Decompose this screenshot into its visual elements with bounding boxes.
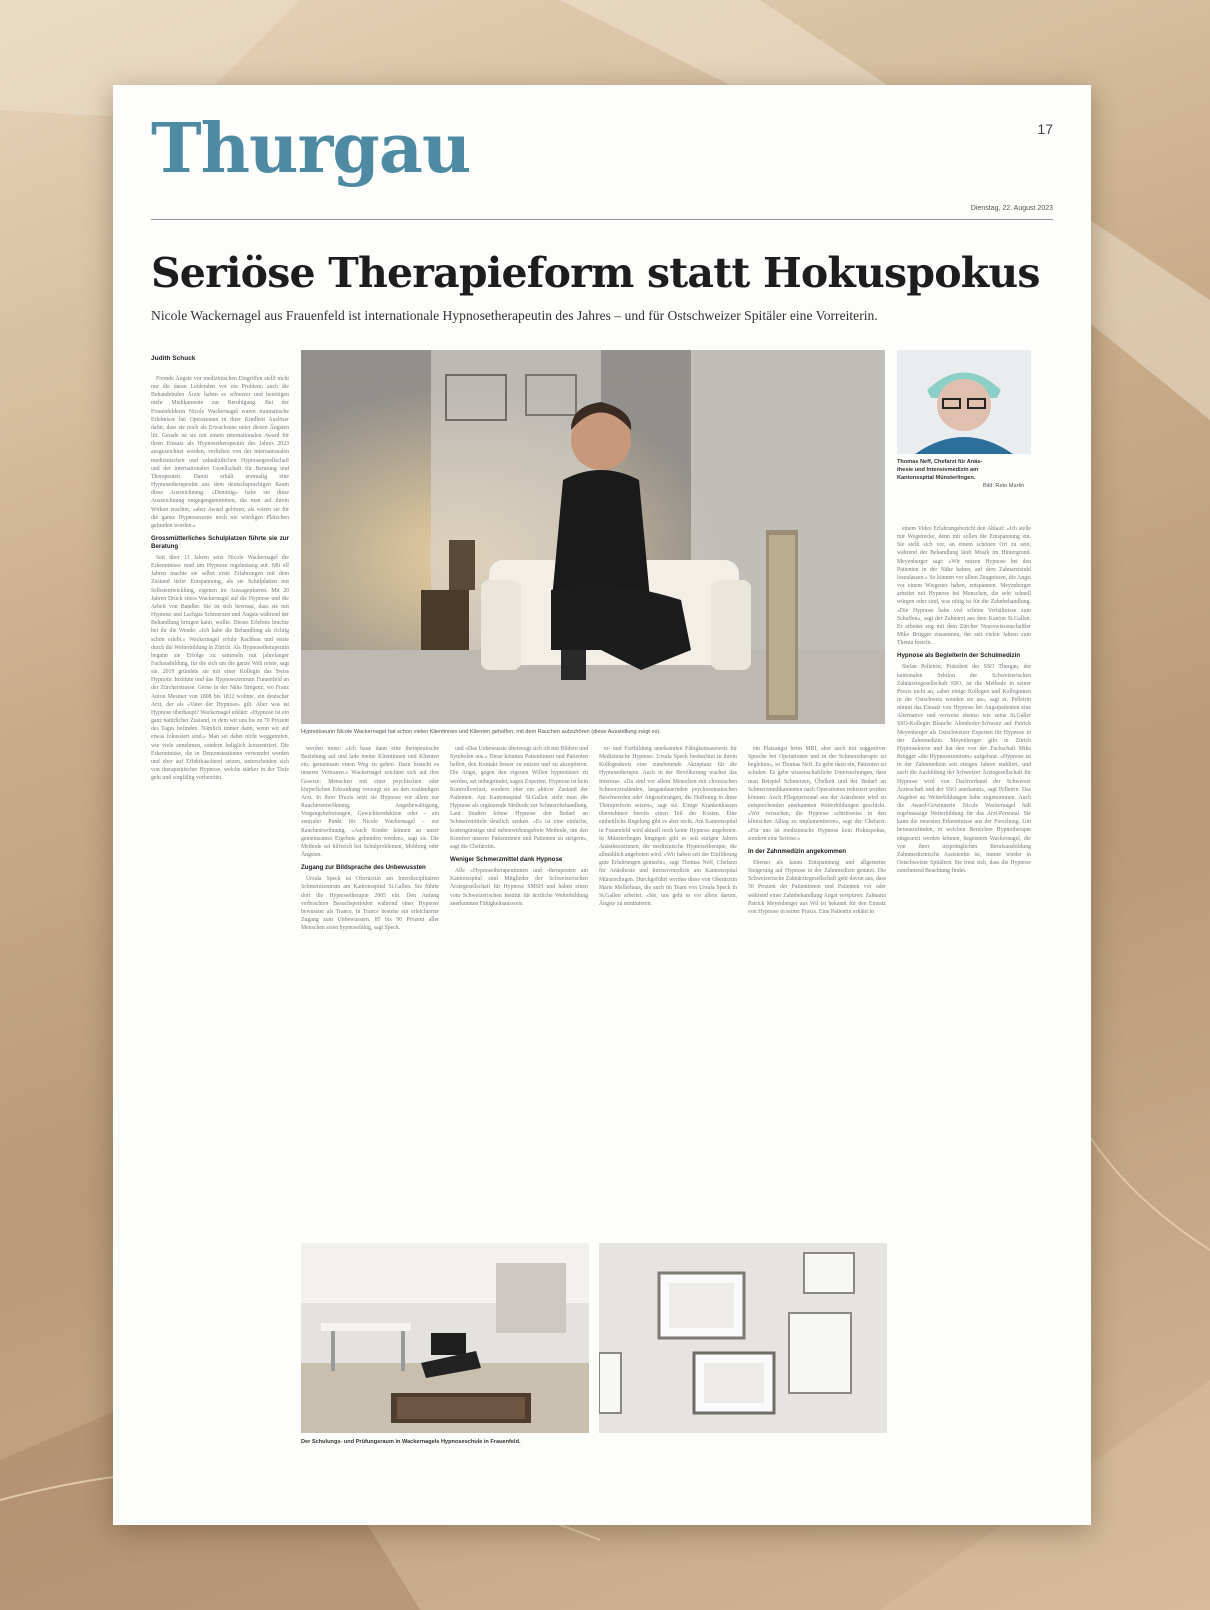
column-text: Ebenso als kaum Entspannung und allgemeine Steigerung auf Hypnose in der Zahnmedizin genutzt. Die Schweizerische Zahnärztegesellschaft geht davon aus, dass 50 Prozent der Patientinnen und Patienten vor oder während einer Zahnbehandlung Angst verspüren. Zahnarzt Patrick Meyenberger aus Wil ist bekannt für den Einsatz von Hypnose in seiner Praxis. Eine Patientin erklärt in: [748, 859, 886, 915]
subhead: In der Zahnmedizin angekommen: [748, 847, 846, 855]
newspaper-page: [113, 85, 1091, 1525]
column-text: er- und Fortbildung anerkannten Fähigkeitsausweis für Medizinische Hypnose. Ursula Speck beobachtet in ihrem Kollegenkreis eine zunehmende Akzeptanz für die Hypnosetherapie. Auch in der Bevölkerung wachse das Interesse. «Da sind vor allem Menschen mit chronischen Schmerzzuständen, langandauernden psychosomatischen Beschwerden oder Angststörungen, die Hoffnung in diese Therapieform setzen», sagt sie. Einige Krankenkassen übernehmen bereits einen Teil der Kosten. Eine einheitliche Regelung gibt es aber nicht. Am Kantonsspital in Frauenfeld wird aktuell noch keine Hypnose angeboten. In Münsterlingen hingegen gibt es seit einigen Jahren Anästhesistinnen, die medizinische Hypnosetherapie, die allmählich angeboten wird. «Wir haben seit der Einführung gute Erfahrungen gemacht», sagt Thomas Neff, Chefarzt für Anästhesie und Intensivmedizin am Kantonsspital Münsterlingen. Durchgeführt werden diese von Oberärztin Marie Mellerhaus, die auch im Team von Ursula Speck in St.Gallen arbeitet. «Sie, uns geht es vor allem darum, Ängste zu minimieren.: [599, 746, 737, 907]
column-text: und «Das Unbewusste überzeugt sich oft mit Bildern und Symbolen aus.» Diese könnten Patientinnen und Patienten helfen, den Kontakt besser zu nutzen und zu akzeptieren. Die Angst, gegen den eigenen Willen hypnotisiert zu werden, sei unbegründet, sagen Experten. Hypnose ist kein Kontrollverlust, sondern eher ein aktiver Zustand der Patienten. Am Kantonsspital St.Gallen sieht man die Hypnose als ergänzende Methode zur Schmerzbehandlung. Laut Studien könne Hypnose den Bedarf an Schmerzmitteln deutlich senken. «Es ist eine einfache, kostengünstige und nebenwirkungsfreie Methode, um den Komfort unserer Patientinnen und Patienten zu steigern», sagt die Chefärztin.: [450, 746, 588, 850]
column-text: werden muss: «Ich baue dann eine therapeutische Beziehung auf und lade meine Klientinnen und Klienten ein, gemeinsam einen Weg zu gehen. Dazu braucht es unseres Vertrauen.» Wackernagel zeichnet sich auf ihre Gesetze: Menschen mit einer psychischen oder körperlichen Erkrankung versorgt sie an den zuständigen Arzt. In ihrer Praxis setzt sie Hypnose vor allem zur Raucherentwöhnung, Angstbewältigung, Vorgangsbefreiungen, Gewichtsreduktion oder – ein zentraler Punkt für Nicole Wackernagel – zur Rauchentwöhnung. «Auch Kinder können an unser gemeinsames Ergebnis gebunden werden», sagt sie. Die Methode sei hilfreich bei Schulproblemen, Mobbing oder Ängsten.: [301, 746, 439, 859]
subhead: Zugang zur Bildsprache des Unbewussten: [301, 864, 426, 872]
dateline: Dienstag, 22. August 2023: [970, 205, 1053, 212]
main-photo-caption: Hypnotiseurin Nicole Wackernagel hat schon vielen Klientinnen und Klienten geholfen, mit dem Rauchen aufzuhören (diese Ausstellung zeigt es).: [301, 729, 661, 735]
article-column-5: [748, 745, 886, 1227]
subhead: Grossmütterliches Schulplatzen führte sie zur Beratung: [151, 534, 289, 550]
portrait-caption-line: thesie und Intensivmedizin am: [897, 467, 979, 473]
byline: Judith Schuck: [151, 355, 196, 362]
certificates-photo: [599, 1243, 887, 1433]
column-text: einem Video Erfahrungsbericht den Ablauf: «Ich stelle mir Wegstrecke, denn mir sollen die Entspannung ein. Sie stellt sich vor, an einem schönen Ort zu sein, während der Behandlung läuft Musik im Hintergrund. Meyenberger sagt: «Wir nutzen Hypnose bei den Patienten in der Nähe haben, auf dem Zahnarztstuhl loszulassen.» So können vor allem Zeugnissen, die Angst vor einem Wiegenes haben, entspannen. Meyenberger arbeitet mit Hypnose bei Menschen, die sehr schnell würgen oder sind, was nötig ist für die Zahnbehandlung. «Die Hypnose habe viel schöne Verhältnisse zum Schaffen», sagt der Zahnarzt aus dem Kanton St.Gallen. Er arbeitet eng mit dem Zürcher Neurowissenschaftler Mike Brügger zusammen, der seit vielen Jahren zum Thema forscht.: [897, 526, 1031, 647]
section-masthead: Thurgau: [151, 109, 471, 189]
portrait-credit: Bild: Reto Martin: [983, 483, 1025, 489]
headline: Seriöse Therapieform statt Hokuspokus: [151, 249, 1040, 297]
portrait-caption-line: Thomas Neff, Chefarzt für Anäs-: [897, 459, 983, 465]
article-column-3: [450, 745, 588, 1227]
lead-text: Nicole Wackernagel aus Frauenfeld ist internationale Hypnosetherapeutin des Jahres – und für Ostschweizer Spitäler eine Vorreiterin.: [151, 308, 878, 323]
column-text: Ursula Speck ist Oberärztin am Interdisziplinären Schmerzzentrum am Kantonsspital St.Gallen. Sie führte dort die Hypnosetherapie 2005 ein. Den Anfang verbrachten Besuchsperioden während einer Hypnose bewusster als Trance. In Trance bestehe ein erleichterter Zugang zum Unbewussten. 85 bis 90 Prozent aller Menschen seien hypnosefähig, sagt Speck.: [301, 876, 439, 932]
page-number: 17: [1037, 121, 1053, 137]
subhead: Hypnose als Begleiterin der Schulmedizin: [897, 652, 1021, 660]
column-text: ein Platzangst beim MRI, aber auch mit suggestiver Sprache bei Operationen und in der Schmerztherapie zu begleiten», so Thomas Neff. Es gebe dazu ein, Patienten zu schulen. Es gebe wissenschaftliche Untersuchungen, dass man Beispiel Schmerzen, Übelkeit und der Bedarf an Schmerzmedikamenten nach Operationen reduziert werden können. Auch Pflegepersonal aus der Anästhesie wird zu entsprechenden anerkannten Weiterbildungen geschickt. «Wir versuchen, die Hypnose schrittweise in den klinischen Alltag zu implementieren», sagt der Chefarzt. «Für uns ist medizinische Hypnose kein Hokuspokus, sondern eine Seriöse.»: [748, 746, 886, 842]
portrait-caption-line: Kantonsspital Münsterlingen.: [897, 475, 976, 481]
column-text: Stefan Pelletrin, Präsident der SSO Thurgau, der kantonalen Sektion der Schweizerischen Zahnärztegesellschaft SSO, ist die Methode in seiner Praxis nicht an, «aber einige Kollegen und Kolleginnen in der Ostschweiz wenden sie an», sagt er. Pelletrin nimmt das Einsatz von Hypnose bei Angstpatienten eine Alternative und verweist ebenso wie seine St.Galler SSO-Kollegin Blanche Altenhofer-Schwarz auf Patrick Meyenberger als Ostschweizer Experten für Hypnose in der Zahnmedizin. Meyenberger gibt in Zürich Hypnosekurse und hat den von der Fachschaft Mike Brügger «die Hypnosezentrum» aufgebaut. «Hypnose ist in der Zahnmedizin seit einigen Jahren etabliert, und auch die Ausbildung der Schweizer Ärztegesellschaft für Hypnose wird von Dachverband der Schweizer Ärzteschaft und der SSO anerkannt», sagt Pelletrin. Das Angebot an Weiterbildungen habe zugenommen. Auch die Award-Gewinnerin Nicole Wackernagel hält regelmässige Weiterbildung für das Arzt-Personal. Sie kann die neuesten Erkenntnisse aus der Forschung. Um herauszufinden, in welchen Bereichen Hypnotherapie eingesetzt werden können, begeistern Wackernagel, die von ihrer ursprünglichen Berufsausbildung Zahnmedizinische Assistentin ist, immer wieder in Ostschweizer Spitälern. Sie freut sich, dass die Hypnose zunehmend Beachtung findet.: [897, 664, 1031, 875]
bottom-photos-caption: Der Schulungs- und Prüfungsraum in Wackernagels Hypnoseschule in Frauenfeld.: [301, 1439, 521, 1445]
column-text: Alle «Hypnosetherapeutinnen und -therapeuten am Kantonsspital sind Mitglieder der Schweizerischen Ärztegesellschaft für Hypnose SMSH und haben einen vom Schweizerischen Institut für ärztliche Weiterbildung anerkannten Fähigkeitsausweis.: [450, 868, 588, 907]
classroom-photo: [301, 1243, 589, 1433]
subhead: Weniger Schmerzmittel dank Hypnose: [450, 856, 563, 864]
article-column-6: [897, 525, 1031, 1485]
portrait-photo: [897, 350, 1031, 454]
article-column-4: [599, 745, 737, 1227]
article-column-1: [151, 375, 289, 1485]
masthead-rule: [151, 219, 1053, 220]
main-photo: [301, 350, 885, 724]
article-column-2: [301, 745, 439, 1227]
column-text: Fremde Ängste vor medizinischen Eingriffen stellt nicht nur die daran Leidenden vor ein Problem; auch die Behandelnden Ärzte haben es schwerer und benötigen mehr Medikamente zur Beruhigung. Bei der Frauenfelderin Nicole Wackernagel waren traumatische Erlebnisse bei Operationen in ihrer Kindheit Auslöser dafür, dass sie noch als Erwachsene unter diesen Ängsten litt. Gerade ist sie mit einem internationalen Award für ihren Einsatz als Hypnosetherapeutin des Jahres 2023 ausgezeichnet worden, verliehen von der internationalen medizinischen und zahnärztlichen Hypnosegesellschaft und der internationalen Gesellschaft für Beratung und Therapeuten. Damit erhält erstmalig eine Hypnosetherapeutin aus dem deutschsprachigen Raum diese Auszeichnung. «Demütig» habe sie diese Auszeichnung entgegengenommen, die man auf ihrem Wirken erachtet, «aber Award gehören, als wären sie für die ganze Hypnoseszene noch nie würdigen Plätzchen gefunden worden.»: [151, 376, 289, 529]
column-text: Seit über 13 Jahren setzt Nicole Wackernagel die Erkenntnisse rund um Hypnose regelmässig auf. Mit elf Jahren machte sie selbst erste Erfahrungen mit dem Zustand tiefer Entspannung, als sie Schulplatten mit Selbstentwicklung, eigenen im Aussagepfarren. Mit 20 Jahren Druck stiess Wackernagel auf die Hypnose und die Arbeit von Bandler. Sie ist sich bewusst, dass sie mit Hypnose und Lachgas Schmerzen und Ängste während der Behandlung bringen kann, wollte. Dieses Erlebnis brachte bei ihr die Wende: «Ich habe die Behandlung als richtig schön erlebt.» Wackernagel erfuhr Rachbau und reiste durch die Weiterbildung in Zürich. Als Hypnosetherapeutin begann sie Erfolge zu sammeln mit jahrelanger Fachausbildung, für die sich um die ganze Welt reiste, sagt sie. 2019 gründete sie mit einer Kollegin das Swiss Hypnotic Institute und das Hypnosezentrum Frauenfeld an der Zürcherstrasse. Gerne in der Nähe Bregenz, wo Franz Anton Mesmer von 1808 bis 1812 wohnte, ein deutscher Arzt, der als «Vater der Hypnose» gilt. Aber was ist Hypnose überhaupt? Wackernagel erklärt: «Hypnose ist ein ganz natürlicher Zustand, in dem wir uns bis zu 70 Prozent des Tages befinden. Nämlich immer dann, wenn wir auf etwas fokussiert sind.» Man sei dabei nicht weggetreten, wie viele annehmen, sondern lediglich konzentriert. Die Erkenntnisse, die in Demonstrationen verwendet werden und eher auf Effekthascherei setzen, unterscheiden sich von therapeutischer Hypnose, welche stärker in der Tiefe geht und sorgfältig vorbereitet.: [151, 554, 289, 782]
